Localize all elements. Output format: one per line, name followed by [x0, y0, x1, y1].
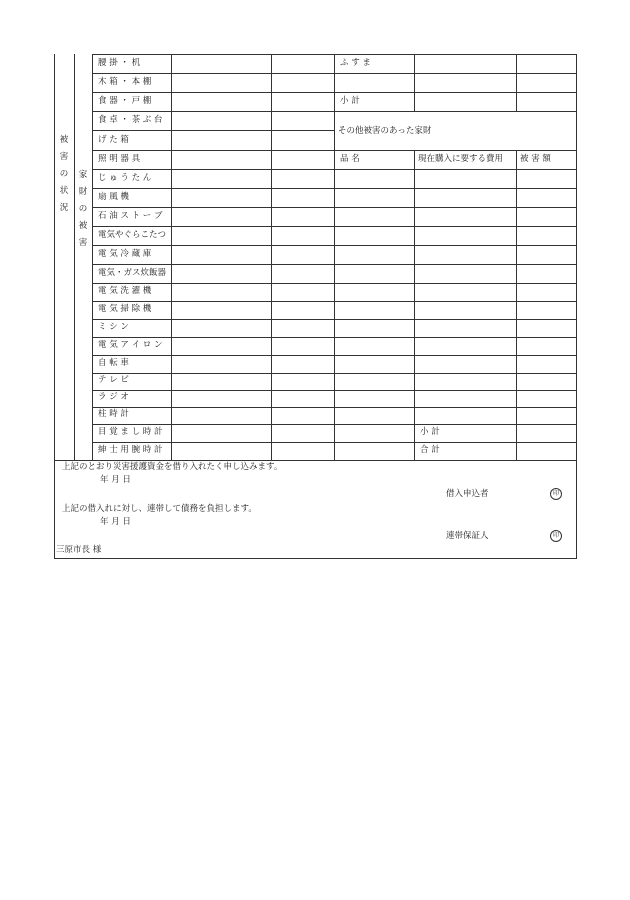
header-item-name: 品 名: [340, 154, 360, 164]
item-name: げ た 箱: [98, 135, 129, 145]
household-damage-label: 家 財 の 被 害: [78, 170, 88, 248]
item-name: 電 気 ア イ ロ ン: [98, 340, 163, 350]
item-name: テ レ ビ: [98, 375, 129, 385]
item-name: ミ シ ン: [98, 322, 129, 332]
damage-status-label: 被 害 の 状 況: [59, 135, 69, 213]
item-name: じ ゅ う た ん: [98, 173, 152, 183]
application-statement: 上記のとおり災害援護資金を借り入れたく申し込みます。: [62, 462, 283, 472]
fusuma-label: ふ す ま: [340, 58, 371, 68]
item-name: 石 油 ス ト ー ブ: [98, 211, 163, 221]
guarantee-statement: 上記の借入れに対し、連帯して債務を負担します。: [62, 504, 257, 514]
header-current-cost: 現在購入に要する費用: [418, 154, 504, 164]
item-name: 食 器 ・ 戸 棚: [98, 96, 152, 106]
total-label: 合 計: [420, 445, 440, 455]
item-name: 電気・ガス炊飯器: [98, 268, 167, 278]
item-name: 柱 時 計: [98, 409, 129, 419]
item-name: 電 気 掃 除 機: [98, 304, 152, 314]
subtotal-label-top: 小 計: [340, 96, 360, 106]
item-name: 扇 風 機: [98, 192, 129, 202]
item-name: 電 気 洗 濯 機: [98, 286, 152, 296]
item-name: 自 転 車: [98, 358, 129, 368]
item-name: 紳 士 用 腕 時 計: [98, 445, 163, 455]
item-name: 木 箱 ・ 本 棚: [98, 77, 152, 87]
addressee: 三原市長 様: [56, 545, 102, 555]
applicant-seal-icon: 印: [550, 488, 562, 500]
guarantee-date: 年 月 日: [100, 517, 131, 527]
subtotal-label-bottom: 小 計: [420, 427, 440, 437]
item-name: ラ ジ オ: [98, 392, 129, 402]
item-name: 照 明 器 具: [98, 154, 141, 164]
other-items-title: その他被害のあった家財: [338, 126, 432, 136]
item-name: 目 覚 ま し 時 計: [98, 427, 163, 437]
guarantor-label: 連帯保証人: [446, 531, 489, 541]
item-name: 電気やぐらこたつ: [98, 230, 167, 240]
header-damage-amount: 被 害 額: [520, 154, 551, 164]
item-name: 食 卓 ・ 茶 ぶ 台: [98, 115, 163, 125]
guarantor-seal-icon: 印: [550, 530, 562, 542]
item-name: 電 気 冷 蔵 庫: [98, 249, 152, 259]
application-date: 年 月 日: [100, 475, 131, 485]
item-name: 腰 掛 ・ 机: [98, 58, 141, 68]
applicant-label: 借入申込者: [446, 489, 489, 499]
